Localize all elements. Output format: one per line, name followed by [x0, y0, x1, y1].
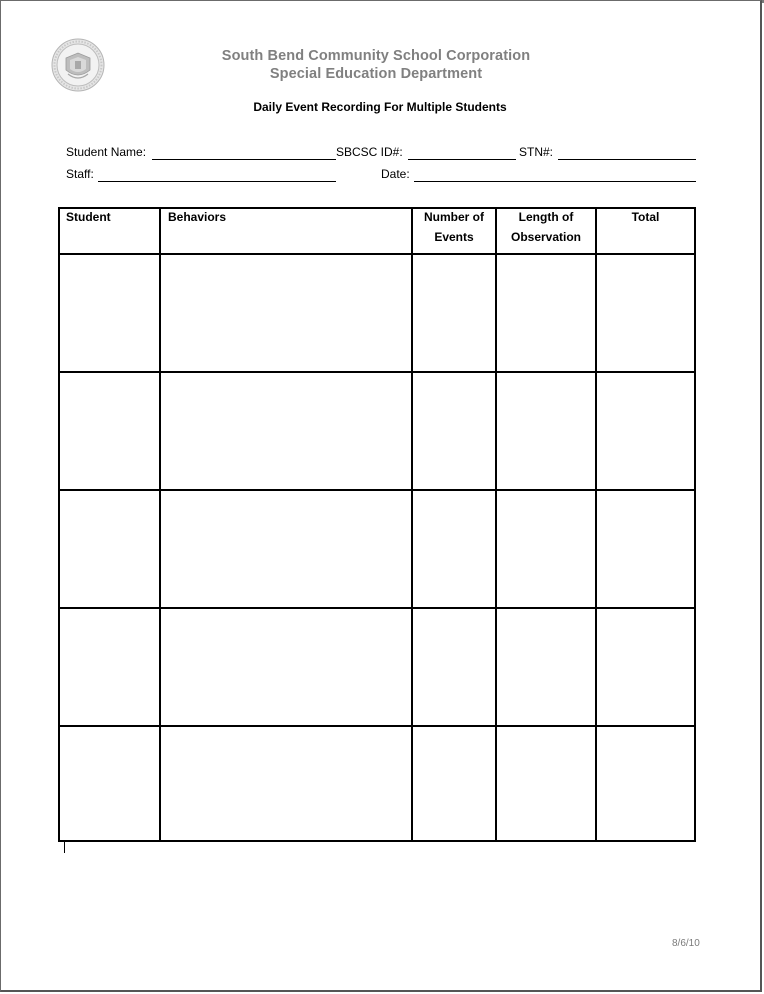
- column-header-length-of-observation: Length of Observation: [510, 210, 582, 244]
- column-header-total: Total: [631, 210, 660, 224]
- table-cell-total[interactable]: [597, 491, 694, 607]
- table-cell-length-of-observation[interactable]: [497, 255, 595, 371]
- table-cell-number-of-events[interactable]: [413, 491, 495, 607]
- date-field[interactable]: [414, 181, 696, 182]
- student-name-field[interactable]: [152, 159, 336, 160]
- sbcsc-id-label: SBCSC ID#:: [336, 145, 403, 159]
- table-cell-length-of-observation[interactable]: [497, 491, 595, 607]
- column-header-number-of-events: Number of Events: [424, 210, 484, 244]
- department-name: Special Education Department: [269, 66, 483, 82]
- table-cell-length-of-observation[interactable]: [497, 727, 595, 840]
- table-cell-length-of-observation[interactable]: [497, 373, 595, 489]
- table-cell-total[interactable]: [597, 727, 694, 840]
- table-cell-student[interactable]: [60, 727, 159, 840]
- table-cell-student[interactable]: [60, 373, 159, 489]
- stn-label: STN#:: [519, 145, 554, 159]
- table-cell-length-of-observation[interactable]: [497, 609, 595, 725]
- date-label: Date:: [381, 167, 410, 181]
- table-cell-number-of-events[interactable]: [413, 255, 495, 371]
- stn-field[interactable]: [558, 159, 696, 160]
- table-cell-total[interactable]: [597, 609, 694, 725]
- table-cell-student[interactable]: [60, 255, 159, 371]
- table-cell-number-of-events[interactable]: [413, 727, 495, 840]
- staff-label: Staff:: [66, 167, 94, 181]
- student-name-label: Student Name:: [66, 145, 147, 159]
- table-cell-behaviors[interactable]: [161, 255, 411, 371]
- school-seal-icon: [51, 38, 105, 92]
- table-cell-behaviors[interactable]: [161, 491, 411, 607]
- table-cell-behaviors[interactable]: [161, 727, 411, 840]
- table-cell-behaviors[interactable]: [161, 609, 411, 725]
- table-cell-number-of-events[interactable]: [413, 609, 495, 725]
- event-recording-table: [58, 207, 696, 842]
- table-cell-student[interactable]: [60, 609, 159, 725]
- organization-name: South Bend Community School Corporation: [221, 48, 531, 64]
- table-cell-total[interactable]: [597, 373, 694, 489]
- column-header-student: Student: [66, 210, 111, 224]
- table-cell-student[interactable]: [60, 491, 159, 607]
- table-cell-total[interactable]: [597, 255, 694, 371]
- table-cell-behaviors[interactable]: [161, 373, 411, 489]
- staff-field[interactable]: [98, 181, 336, 182]
- text-cursor-mark: [64, 841, 65, 853]
- column-header-behaviors: Behaviors: [168, 210, 227, 224]
- table-cell-number-of-events[interactable]: [413, 373, 495, 489]
- revision-date: 8/6/10: [672, 938, 700, 949]
- sbcsc-id-field[interactable]: [408, 159, 516, 160]
- form-title: Daily Event Recording For Multiple Students: [253, 100, 507, 114]
